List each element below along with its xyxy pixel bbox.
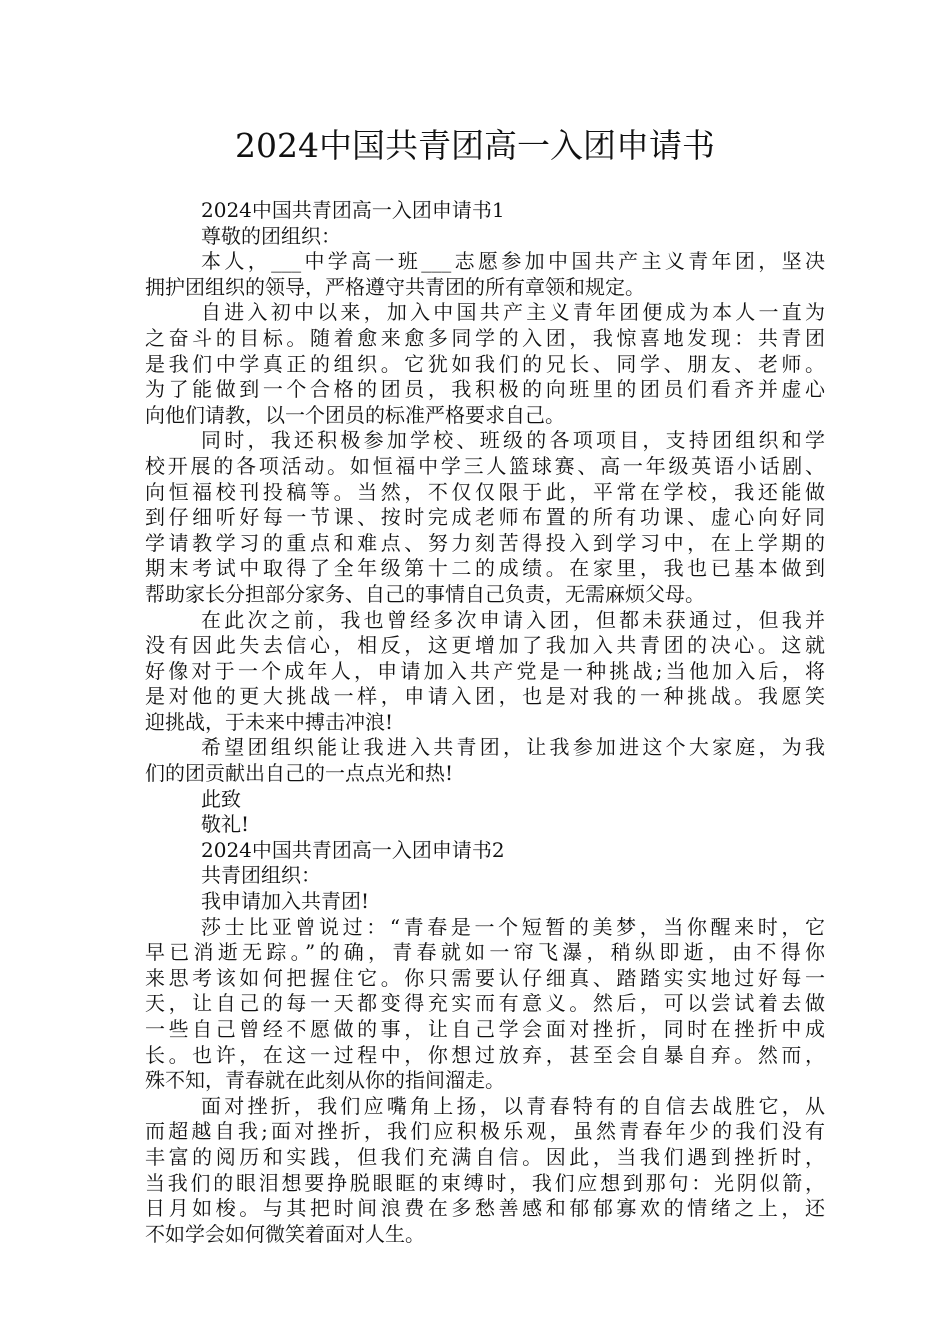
body-line: 迎挑战，于未来中搏击冲浪! (145, 709, 394, 734)
body-line: 日月如梭。与其把时间浪费在多愁善感和郁郁寡欢的情绪之上，还 (145, 1196, 825, 1221)
body-line: 希望团组织能让我进入共青团，让我参加进这个大家庭，为我 (201, 735, 825, 760)
body-line: 期末考试中取得了全年级第十二的成绩。在家里，我也已基本做到 (145, 556, 825, 581)
body-line: 而超越自我;面对挫折，我们应积极乐观，虽然青春年少的我们没有 (145, 1119, 825, 1144)
body-line: 当我们的眼泪想要挣脱眼眶的束缚时，我们应想到那句：光阴似箭， (145, 1170, 825, 1195)
body-line: 敬礼! (201, 812, 250, 837)
body-line: 向恒福校刊投稿等。当然，不仅仅限于此，平常在学校，我还能做 (145, 479, 825, 504)
body-line: 没有因此失去信心，相反，这更增加了我加入共青团的决心。这就 (145, 633, 825, 658)
document-body (145, 198, 825, 1247)
body-line: 们的团贡献出自己的一点点光和热! (145, 761, 454, 786)
body-line: 帮助家长分担部分家务、自己的事情自己负责，无需麻烦父母。 (145, 581, 705, 606)
body-line: 早已消逝无踪。”的确，青春就如一帘飞瀑，稍纵即逝，由不得你 (145, 940, 825, 965)
body-line: 尊敬的团组织： (201, 223, 341, 248)
document-title: 2024中国共青团高一入团申请书 (235, 126, 715, 165)
body-line: 好像对于一个成年人，申请加入共产党是一种挑战;当他加入后，将 (145, 658, 825, 683)
body-line: 2024中国共青团高一入团申请书2 (201, 837, 505, 862)
body-line: 天，让自己的每一天都变得充实而有意义。然后，可以尝试着去做 (145, 991, 825, 1016)
body-line: 到仔细听好每一节课、按时完成老师布置的所有功课、虚心向好同 (145, 505, 825, 530)
body-line: 是对他的更大挑战一样，申请入团，也是对我的一种挑战。我愿笑 (145, 684, 825, 709)
body-line: 丰富的阅历和实践，但我们充满自信。因此，当我们遇到挫折时， (145, 1144, 825, 1169)
body-line: 2024中国共青团高一入团申请书1 (201, 198, 505, 222)
body-line: 长。也许，在这一过程中，你想过放弃，甚至会自暴自弃。然而， (145, 1042, 825, 1067)
body-line: 面对挫折，我们应嘴角上扬，以青春特有的自信去战胜它，从 (201, 1093, 825, 1118)
body-line: 拥护团组织的领导，严格遵守共青团的所有章领和规定。 (145, 274, 645, 299)
body-line: 在此次之前，我也曾经多次申请入团，但都未获通过，但我并 (201, 607, 825, 632)
body-line: 同时，我还积极参加学校、班级的各项项目，支持团组织和学 (201, 428, 825, 453)
body-line: 我申请加入共青团! (201, 889, 370, 914)
body-line: 是我们中学真正的组织。它犹如我们的兄长、同学、朋友、老师。 (145, 351, 825, 376)
body-line: 校开展的各项活动。如恒福中学三人篮球赛、高一年级英语小话剧、 (145, 453, 825, 478)
body-line: 莎士比亚曾说过：“青春是一个短暂的美梦，当你醒来时，它 (201, 914, 825, 939)
body-line: 为了能做到一个合格的团员，我积极的向班里的团员们看齐并虚心 (145, 377, 825, 402)
body-line: 之奋斗的目标。随着愈来愈多同学的入团，我惊喜地发现：共青团 (145, 325, 825, 350)
body-line: 共青团组织： (201, 863, 321, 888)
body-line: 自进入初中以来，加入中国共产主义青年团便成为本人一直为 (201, 300, 825, 325)
body-line: 一些自己曾经不愿做的事，让自己学会面对挫折，同时在挫折中成 (145, 1017, 825, 1041)
body-line: 学请教学习的重点和难点、努力刻苦得投入到学习中，在上学期的 (145, 530, 825, 555)
body-line: 不如学会如何微笑着面对人生。 (145, 1221, 425, 1246)
body-line: 此致 (201, 786, 241, 811)
body-line: 来思考该如何把握住它。你只需要认仔细真、踏踏实实地过好每一 (145, 965, 825, 990)
body-line: 本人，___中学高一班___志愿参加中国共产主义青年团，坚决 (201, 249, 825, 274)
body-line: 向他们请教，以一个团员的标准严格要求自己。 (145, 402, 565, 427)
body-line: 殊不知，青春就在此刻从你的指间溜走。 (145, 1068, 505, 1093)
